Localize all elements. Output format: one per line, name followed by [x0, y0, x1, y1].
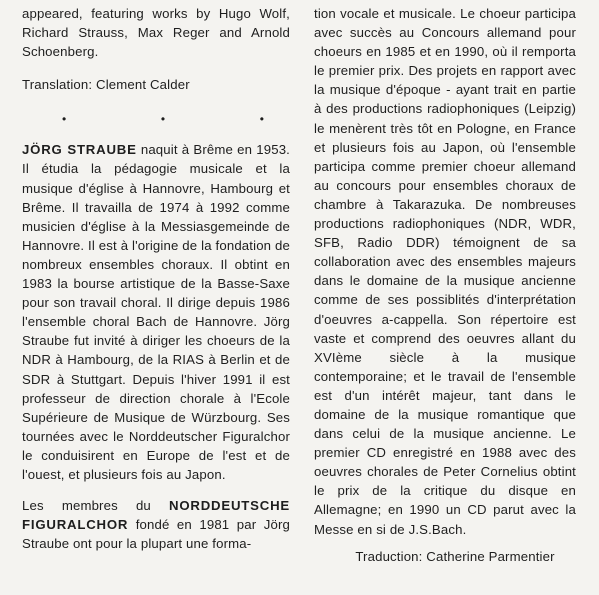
separator-dot-2: •	[160, 112, 166, 127]
choir-name: NORDDEUTSCHE FIGURALCHOR	[22, 498, 290, 533]
choir-lead: Les membres du	[22, 498, 170, 514]
intro-paragraph: appeared, featuring works by Hugo Wolf, Richard Strauss, Max Reger and Arnold Schoenberg.	[22, 6, 290, 60]
right-column	[314, 4, 576, 566]
translation-credit: Translation: Clement Calder	[22, 77, 190, 93]
separator-dot-1: •	[62, 112, 67, 127]
french-translation-credit: Traduction: Catherine Parmentier	[355, 548, 555, 564]
conductor-name: JÖRG STRAUBE	[22, 142, 137, 158]
choir-text: fondé en 1981 par Jörg Straube ont pour la plupart une forma-	[22, 517, 290, 552]
left-column	[22, 4, 290, 553]
choir-paragraph	[22, 496, 290, 553]
biography-text: naquit à Brême en 1953. Il étudia la pédagogie musicale et la musique d'église à Hannovre, Hambourg et Brême. Il travailla de 1974 à 1992 comme musicien d'église à la Messiasgemeinde de Hannovre. Il est à l'origine de la fondation de nombreux ensembles choraux. Il obtint en 1983 la bourse artistique de la Basse-Saxe pour son travail choral. Il dirige depuis 1986 l'ensemble choral Bach de Hannovre. Jörg Straube fut invité à diriger les choeurs de la NDR à Hambourg, de la RIAS à Berlin et de SDR à Stuttgart. Depuis l'hiver 1991 il est professeur de direction chorale à l'Ecole Supérieure de Musique de Würzbourg. Ses tournées avec le Norddeutscher Figuralchor le conduisirent en Europe de l'est et de l'ouest, et plusieurs fois au Japon.	[22, 142, 290, 482]
section-separator	[22, 112, 290, 126]
separator-dot-3: •	[259, 112, 264, 127]
choir-continuation-paragraph: tion vocale et musicale. Le choeur participa avec succès au Concours allemand pour choeurs en 1985 et en 1990, où il remporta le premier prix. Des projets en rapport avec la musique d'époque - ayant trait en partie à des productions radiophoniques (Leipzig) le menèrent très tôt en Pologne, en France et plusieurs fois au Japon, où l'ensemble participa comme premier choeur allemand au concours pour ensembles choraux de chambre à Takarazuka. De nombreuses productions radiophoniques (NDR, WDR, SFB, Radio DDR) témoignent de sa collaboration avec des ensembles majeurs dans le domaine de la musique ancienne comme de ses possiblités d'interprétation d'oeuvres a-cappella. Son répertoire est vaste et comprend des oeuvres allant du XVIème siècle à la musique contemporaine; et le travail de l'ensemble est d'un intérêt majeur, tant dans le domaine de la musique romantique que dans celui de la musique ancienne. Le premier CD enregistré en 1988 avec des oeuvres chorales de Peter Cornelius obtint le prix de la critique du disque en Allemagne; en 1990 un CD parut avec la Messe en si de J.S.Bach.	[314, 6, 576, 537]
biography-paragraph	[22, 140, 290, 484]
